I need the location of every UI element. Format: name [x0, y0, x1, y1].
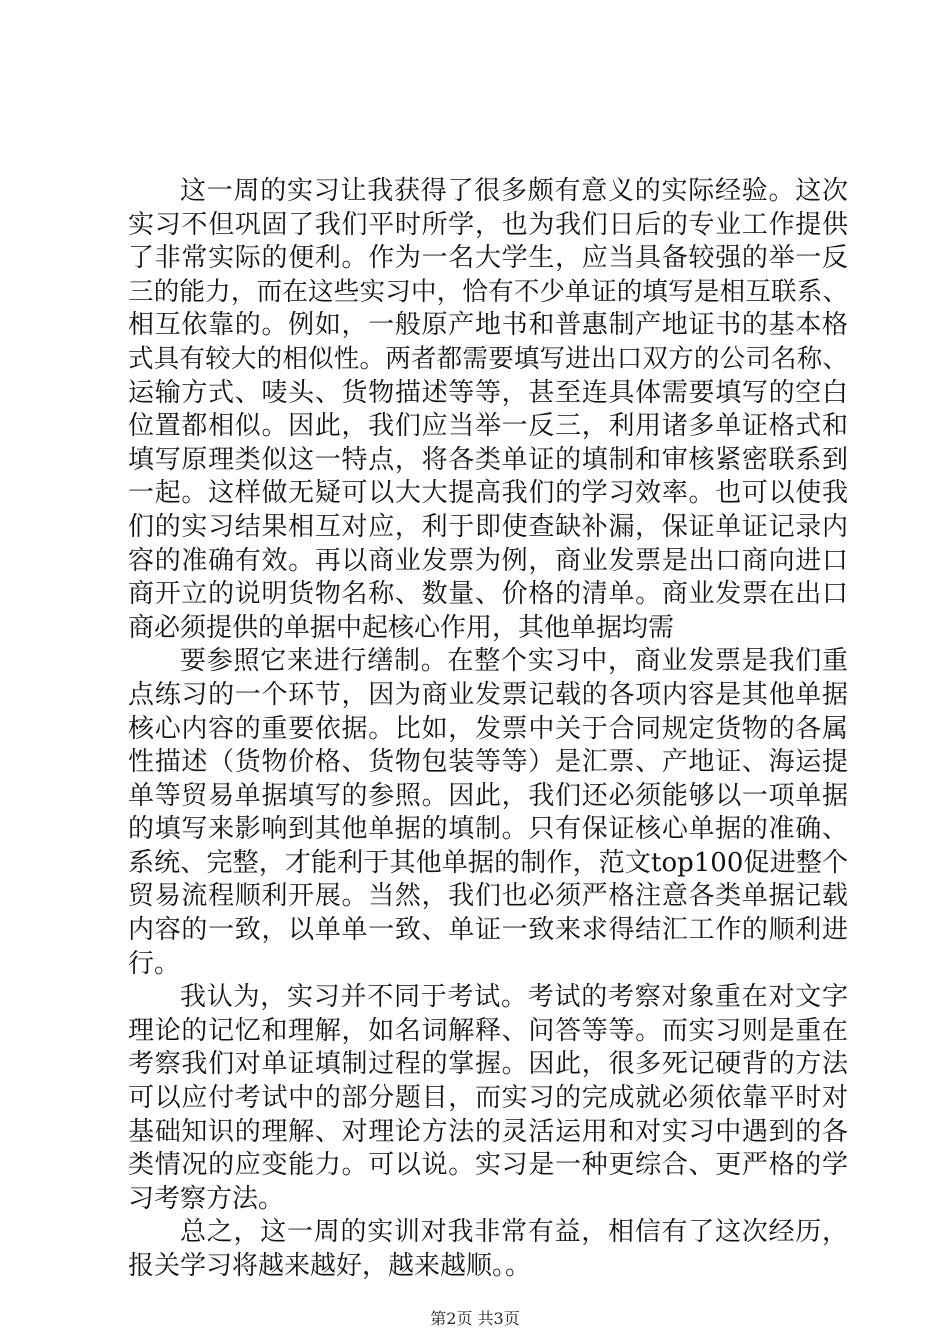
text-line: 系统、完整，才能利于其他单据的制作，范文top100促进整个 — [128, 847, 848, 878]
text-line: 实习不但巩固了我们平时所学，也为我们日后的专业工作提供 — [128, 209, 848, 240]
text-line: 商必须提供的单据中起核心作用，其他单据均需 — [128, 612, 675, 643]
text-line: 了非常实际的便利。作为一名大学生，应当具备较强的举一反 — [128, 243, 848, 274]
text-line: 考察我们对单证填制过程的掌握。因此，很多死记硬背的方法 — [128, 1049, 848, 1080]
text-line: 式具有较大的相似性。两者都需要填写进出口双方的公司名称、 — [128, 343, 848, 374]
text-line: 理论的记忆和理解，如名词解释、问答等等。而实习则是重在 — [128, 1015, 848, 1046]
text-line: 我认为，实习并不同于考试。考试的考察对象重在对文字 — [180, 982, 848, 1013]
text-line: 报关学习将越来越好，越来越顺。。 — [128, 1251, 532, 1281]
text-line: 三的能力，而在这些实习中，恰有不少单证的填写是相互联系、 — [128, 276, 848, 307]
text-line: 们的实习结果相互对应，利于即使查缺补漏，保证单证记录内 — [128, 511, 848, 542]
text-line: 类情况的应变能力。可以说。实习是一种更综合、更严格的学 — [128, 1150, 848, 1181]
text-line: 要参照它来进行缮制。在整个实习中，商业发票是我们重 — [180, 646, 848, 677]
text-line: 商开立的说明货物名称、数量、价格的清单。商业发票在出口 — [128, 579, 848, 610]
text-line: 行。 — [128, 948, 181, 979]
text-line: 习考察方法。 — [128, 1183, 285, 1214]
text-line: 可以应付考试中的部分题目，而实习的完成就必须依靠平时对 — [128, 1083, 848, 1114]
text-line: 这一周的实习让我获得了很多颇有意义的实际经验。这次 — [180, 176, 848, 206]
page-footer: 第2页 共3页 — [430, 1309, 520, 1328]
text-line: 相互依靠的。例如，一般原产地书和普惠制产地证书的基本格 — [128, 310, 848, 341]
text-line: 位置都相似。因此，我们应当举一反三，利用诸多单证格式和 — [128, 411, 848, 442]
document-body — [128, 175, 848, 1284]
text-line: 点练习的一个环节，因为商业发票记载的各项内容是其他单据 — [128, 679, 848, 710]
text-line: 性描述（货物价格、货物包装等等）是汇票、产地证、海运提 — [128, 747, 848, 778]
text-line: 基础知识的理解、对理论方法的灵活运用和对实习中遇到的各 — [128, 1116, 848, 1147]
text-line: 单等贸易单据填写的参照。因此，我们还必须能够以一项单据 — [128, 780, 848, 811]
text-line: 的填写来影响到其他单据的填制。只有保证核心单据的准确、 — [128, 814, 848, 845]
text-line: 内容的一致，以单单一致、单证一致来求得结汇工作的顺利进 — [128, 915, 848, 946]
text-line: 核心内容的重要依据。比如，发票中关于合同规定货物的各属 — [128, 713, 848, 744]
text-line: 总之，这一周的实训对我非常有益，相信有了这次经历， — [180, 1217, 848, 1248]
text-line: 一起。这样做无疑可以大大提高我们的学习效率。也可以使我 — [128, 478, 848, 509]
text-line: 贸易流程顺利开展。当然，我们也必须严格注意各类单据记载 — [128, 881, 848, 912]
text-line: 填写原理类似这一特点，将各类单证的填制和审核紧密联系到 — [128, 444, 848, 475]
text-line: 运输方式、唛头、货物描述等等，甚至连具体需要填写的空白 — [128, 377, 848, 408]
text-line: 容的准确有效。再以商业发票为例，商业发票是出口商向进口 — [128, 545, 848, 576]
